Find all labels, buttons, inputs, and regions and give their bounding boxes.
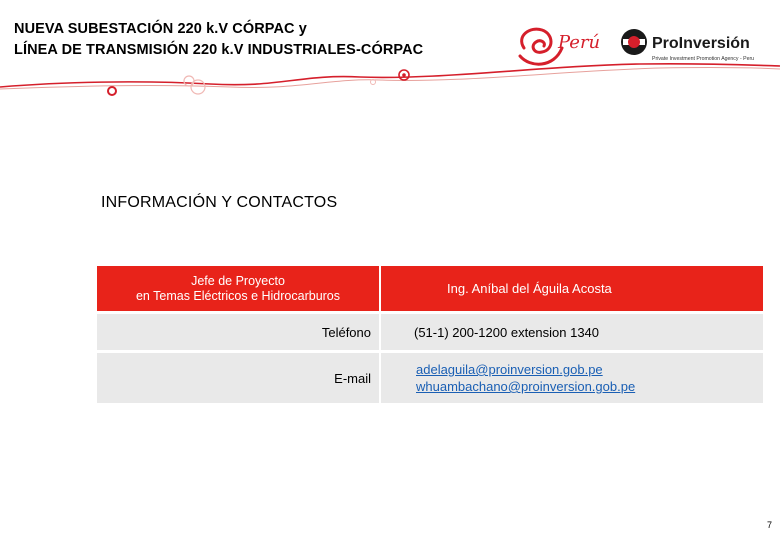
proinversion-tagline: Private Investment Promotion Agency - Peru (652, 56, 755, 62)
page-number: 7 (766, 520, 772, 530)
email-cell (381, 353, 763, 403)
slide-title (14, 19, 423, 61)
peru-logo (520, 29, 600, 64)
proinversion-logo (621, 29, 754, 62)
section-heading: INFORMACIÓN Y CONTACTOS (101, 194, 338, 211)
contact-row-name (97, 266, 763, 311)
title-line-1: NUEVA SUBESTACIÓN 220 k.V CÓRPAC y (14, 21, 307, 37)
role-line-2: en Temas Eléctricos e Hidrocarburos (135, 289, 341, 303)
contact-row-email (97, 353, 763, 403)
role-line-1: Jefe de Proyecto (191, 274, 285, 288)
phone-label: Teléfono (97, 314, 379, 350)
title-line-2: LÍNEA DE TRANSMISIÓN 220 k.V INDUSTRIALES-CÓRPAC (14, 42, 424, 58)
decorative-ring-icon (108, 87, 116, 95)
peru-logo-text: Perú (558, 32, 601, 53)
email-link-aguila[interactable]: adelaguila@proinversion.gob.pe (416, 362, 603, 377)
contact-row-phone (97, 314, 763, 350)
email-link-huambachano[interactable]: whuambachano@proinversion.gob.pe (416, 379, 636, 394)
proinversion-logo-text: ProInversión (652, 35, 750, 52)
role-cell (97, 266, 379, 311)
phone-value: (51-1) 200-1200 extension 1340 (381, 314, 763, 350)
contact-name: Ing. Aníbal del Águila Acosta (381, 266, 763, 311)
email-label: E-mail (97, 353, 379, 403)
decorative-ring-icon (184, 76, 194, 86)
peru-swirl-icon (522, 29, 551, 52)
contact-table (95, 263, 765, 406)
decorative-ring-icon (191, 80, 205, 94)
header-decorative-wave (0, 60, 780, 105)
